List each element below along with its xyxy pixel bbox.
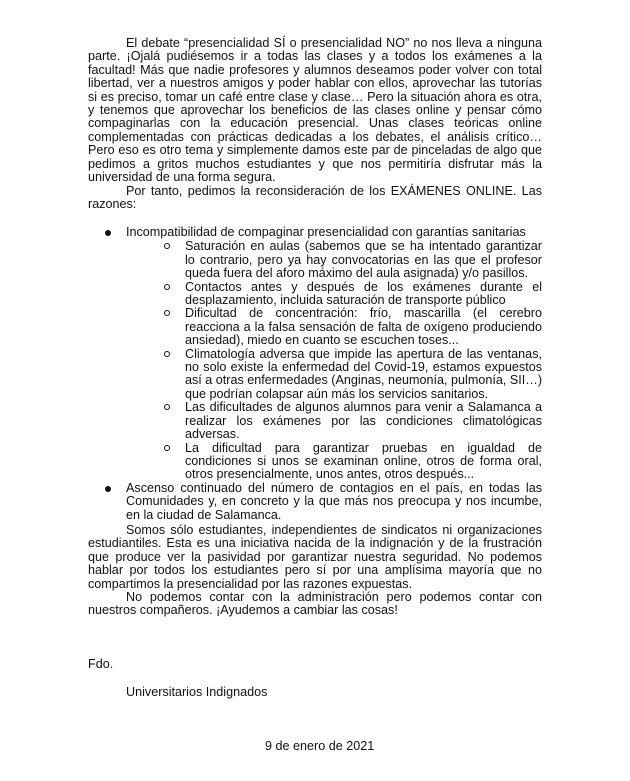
bullet-icon bbox=[105, 230, 111, 236]
circle-bullet-icon bbox=[164, 243, 170, 249]
circle-bullet-icon bbox=[164, 445, 170, 451]
fdo-label: Fdo. bbox=[88, 657, 114, 671]
sub-reason-item: La dificultad para garantizar pruebas en igualdad de condiciones si unos se examinan online, otros de forma oral, otros presencialmente, unos antes, otros después... bbox=[126, 442, 542, 482]
sub-reason-item: Dificultad de concentración: frío, mascarilla (el cerebro reacciona a la falsa sensación de falta de oxígeno produciendo ansiedad), miedo en cuanto se escuchen toses... bbox=[126, 307, 542, 347]
circle-bullet-icon bbox=[164, 284, 170, 290]
circle-bullet-icon bbox=[164, 351, 170, 357]
sub-reason-item: Climatología adversa que impide las apertura de las ventanas, no solo existe la enfermedad del Covid-19, estamos expuestos así a otras enfermedades (Anginas, neumonía, pulmonía, SII…) que podrían colapsar aún más los servicios sanitarios. bbox=[126, 348, 542, 402]
closing-paragraph-1: Somos sólo estudiantes, independientes de sindicatos ni organizaciones estudiantiles. Esta es una iniciativa nacida de la indignación y de la frustración que produce ver la pasividad por garantizar nuestra seguridad. No podemos hablar por todos los estudiantes pero sí por una amplísima mayoría que no compartimos la presencialidad por las razones expuestas. bbox=[88, 523, 542, 591]
signer-name: Universitarios Indignados bbox=[126, 685, 268, 699]
reason-item bbox=[88, 226, 542, 482]
closing-paragraph-2: No podemos contar con la administración pero podemos contar con nuestros compañeros. ¡Ayudemos a cambiar las cosas! bbox=[88, 590, 542, 618]
reason-text: Ascenso continuado del número de contagios en el país, en todas las Comunidades y, en concreto y la que más nos preocupa y nos incumbe, en la ciudad de Salamanca. bbox=[126, 480, 542, 522]
bullet-icon bbox=[105, 486, 111, 492]
reason-item bbox=[88, 482, 542, 522]
circle-bullet-icon bbox=[164, 404, 170, 410]
sub-reason-item: Las dificultades de algunos alumnos para venir a Salamanca a realizar los exámenes por las condiciones climatológicas adversas. bbox=[126, 401, 542, 441]
sub-reason-item: Contactos antes y después de los exámenes durante el desplazamiento, incluida saturación de transporte público bbox=[126, 281, 542, 308]
circle-bullet-icon bbox=[164, 310, 170, 316]
sub-reasons-list bbox=[126, 240, 542, 481]
reasons-intro-paragraph: Por tanto, pedimos la reconsideración de los EXÁMENES ONLINE. Las razones: bbox=[88, 184, 542, 212]
reason-text: Incompatibilidad de compaginar presencialidad con garantías sanitarias bbox=[126, 225, 526, 239]
reasons-list bbox=[88, 226, 542, 522]
sub-reason-item: Saturación en aulas (sabemos que se ha intentado garantizar lo contrario, pero ya hay convocatorias en las que el profesor queda fuera del aforo máximo del aula asignada) y/o pasillos. bbox=[126, 240, 542, 280]
intro-paragraph: El debate “presencialidad SÍ o presencialidad NO” no nos lleva a ninguna parte. ¡Ojalá pudiésemos ir a todas las clases y a todos los exámenes a la facultad! Más que nadie profesores y alumnos deseamos poder volver con total libertad, ver a nuestros amigos y poder hablar con ellos, aprovechar las tutorías si es preciso, tomar un café entre clase y clase… Pero la situación ahora es otra, y tenemos que aprovechar los beneficios de las clases online y pensar cómo compaginarlas con la educación presencial. Unas clases teóricas online complementadas con prácticas dedicadas a los debates, el análisis crítico… Pero eso es otro tema y simplemente damos este par de pinceladas de algo que pedimos a gritos muchos estudiantes y que nos permitiría disfrutar más la universidad de una forma segura. bbox=[88, 36, 542, 185]
document-date: 9 de enero de 2021 bbox=[265, 739, 375, 753]
